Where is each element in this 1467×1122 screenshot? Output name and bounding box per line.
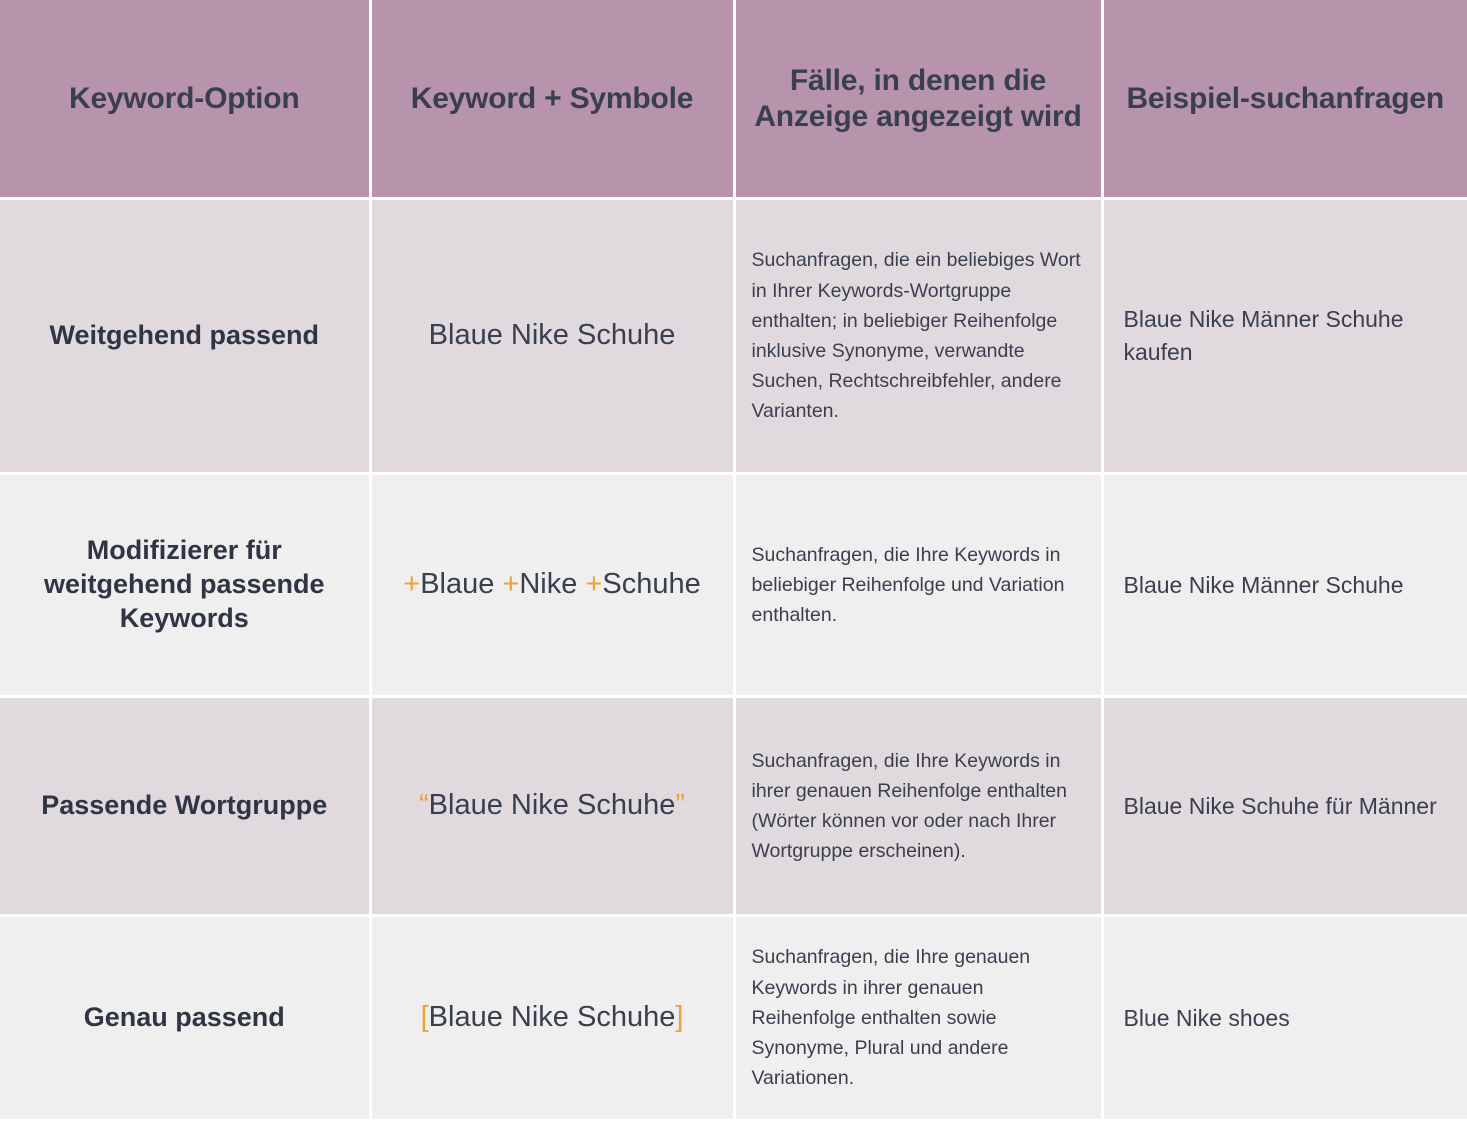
table-body xyxy=(0,199,1467,1121)
cell-example-query: Blaue Nike Männer Schuhe kaufen xyxy=(1102,199,1467,474)
cell-keyword-symbols xyxy=(370,199,734,474)
column-header-keyword-option: Keyword-Option xyxy=(0,0,370,199)
symbol-text: Blaue Nike Schuhe xyxy=(428,1001,676,1034)
symbol-text: Blaue Nike Schuhe xyxy=(428,789,676,822)
column-header-example-queries: Beispiel-suchanfragen xyxy=(1102,0,1467,199)
cell-example-query: Blue Nike shoes xyxy=(1102,916,1467,1121)
cell-example-query: Blaue Nike Schuhe für Männer xyxy=(1102,697,1467,916)
cell-keyword-option: Modifizierer für weitgehend passende Keywords xyxy=(0,474,370,697)
quote-close-symbol: ” xyxy=(675,789,685,822)
cell-keyword-symbols xyxy=(370,916,734,1121)
symbol-word: Schuhe xyxy=(602,568,701,601)
symbol-word: Nike xyxy=(519,568,586,601)
table-row xyxy=(0,916,1467,1121)
table-row xyxy=(0,199,1467,474)
cell-keyword-symbols xyxy=(370,474,734,697)
plus-symbol: + xyxy=(502,568,520,601)
table-row xyxy=(0,474,1467,697)
cell-display-cases: Suchanfragen, die Ihre Keywords in ihrer genauen Reihenfolge enthalten (Wörter können vor oder nach Ihrer Wortgruppe erscheinen). xyxy=(734,697,1102,916)
cell-display-cases: Suchanfragen, die Ihre Keywords in beliebiger Reihenfolge und Variation enthalten. xyxy=(734,474,1102,697)
symbol-text: Blaue Nike Schuhe xyxy=(428,319,676,352)
table-row xyxy=(0,697,1467,916)
cell-example-query: Blaue Nike Männer Schuhe xyxy=(1102,474,1467,697)
bracket-open-symbol: [ xyxy=(420,1001,429,1034)
cell-keyword-option: Weitgehend passend xyxy=(0,199,370,474)
cell-display-cases: Suchanfragen, die Ihre genauen Keywords in ihrer genauen Reihenfolge enthalten sowie Synonyme, Plural und andere Variationen. xyxy=(734,916,1102,1121)
cell-keyword-symbols xyxy=(370,697,734,916)
cell-keyword-option: Passende Wortgruppe xyxy=(0,697,370,916)
bracket-close-symbol: ] xyxy=(675,1001,684,1034)
table-header-row xyxy=(0,0,1467,199)
cell-display-cases: Suchanfragen, die ein beliebiges Wort in Ihrer Keywords-Wortgruppe enthalten; in beliebiger Reihenfolge inklusive Synonyme, verwandte Suchen, Rechtschreibfehler, andere Varianten. xyxy=(734,199,1102,474)
table-header xyxy=(0,0,1467,199)
symbol-word: Blaue xyxy=(420,568,503,601)
plus-symbol: + xyxy=(403,568,421,601)
cell-keyword-option: Genau passend xyxy=(0,916,370,1121)
plus-symbol: + xyxy=(585,568,603,601)
column-header-keyword-symbols: Keyword + Symbole xyxy=(370,0,734,199)
column-header-display-cases: Fälle, in denen die Anzeige angezeigt wird xyxy=(734,0,1102,199)
quote-open-symbol: “ xyxy=(419,789,429,822)
